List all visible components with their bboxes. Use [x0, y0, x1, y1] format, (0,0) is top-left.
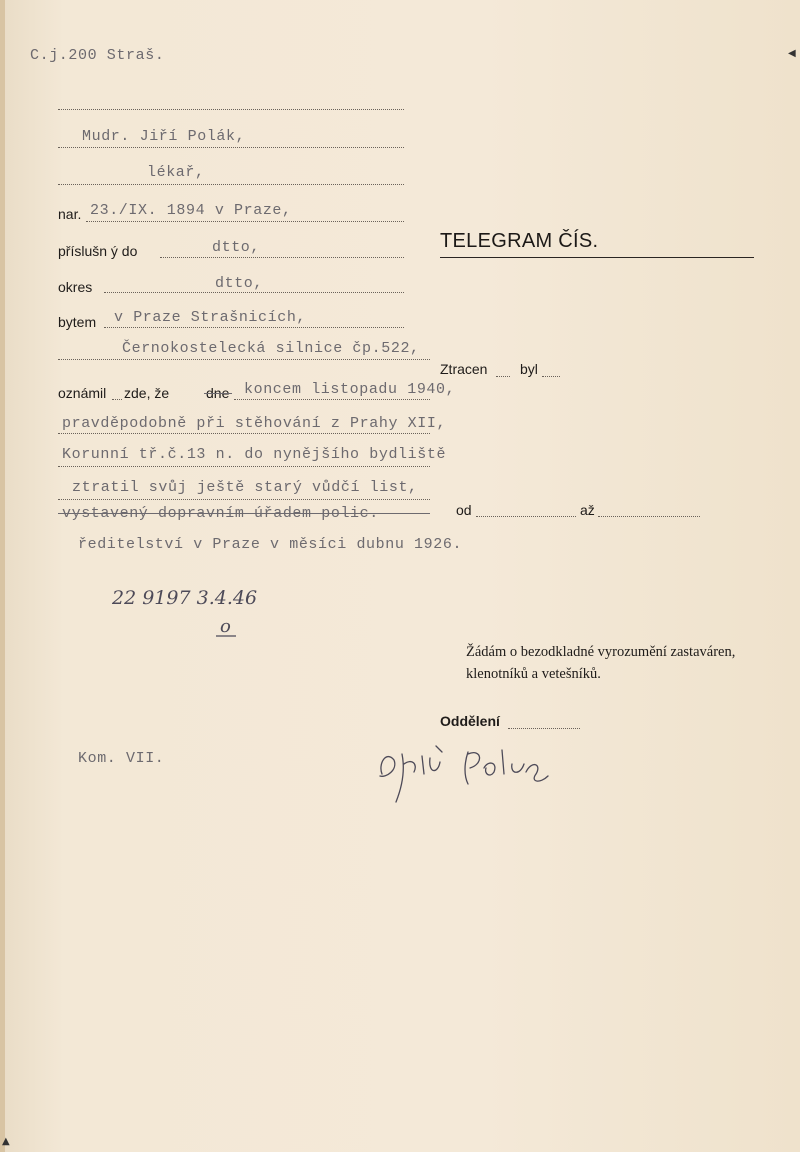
lost-label: Ztracen [440, 361, 488, 377]
report-line-1-rule [234, 399, 430, 400]
handwritten-note: 22 9197 3.4.46 [112, 587, 258, 609]
person-name: Mudr. Jiří Polák, [82, 128, 246, 145]
signature-graphic [372, 734, 572, 808]
report-line-3: Korunní tř.č.13 n. do nynějšího bydliště [62, 446, 447, 463]
domicile-value: dtto, [212, 239, 261, 256]
request-text: Žádám o bezodkladné vyrozumění zastaváren, klenotníků a vetešníků. [466, 644, 736, 682]
handwritten-mark: o [220, 616, 231, 637]
from-line [476, 516, 576, 517]
was-label: byl [520, 361, 538, 377]
corner-tab-icon: ▲ [2, 1136, 10, 1147]
profession-line [58, 184, 404, 185]
domicile-label: příslušn ý do [58, 243, 138, 259]
residence-label: bytem [58, 314, 97, 330]
to-line [598, 516, 700, 517]
district-line [104, 292, 404, 293]
district-label: okres [58, 279, 93, 295]
strike-through-line [204, 393, 232, 394]
birth-line [86, 221, 404, 222]
department-label: Oddělení [440, 713, 500, 729]
handwritten-note-graphic [108, 580, 258, 640]
residence-line-2 [58, 359, 430, 360]
residence-value-1: v Praze Strašnicích, [114, 309, 307, 326]
reported-text: zde, že [124, 385, 170, 401]
reported-label: oznámil [58, 385, 107, 401]
name-line [58, 147, 404, 148]
report-line-5: vystavený dopravním úřadem polic. [62, 505, 379, 522]
signature-text: Dr Jiří Polák [372, 734, 378, 735]
from-label: od [456, 502, 472, 518]
department-line [508, 728, 580, 729]
to-label: až [580, 502, 595, 518]
report-line-2-rule [58, 433, 430, 434]
report-line-3-rule [58, 466, 430, 467]
commissariat-label: Kom. VII. [78, 750, 165, 767]
person-profession: lékař, [147, 164, 205, 181]
corner-arrow-icon: ◀ [788, 48, 796, 59]
page-edge [0, 0, 5, 1152]
birth-value: 23./IX. 1894 v Praze, [90, 202, 292, 219]
report-line-6: ředitelství v Praze v měsíci dubnu 1926. [78, 536, 463, 553]
domicile-line [160, 257, 404, 258]
report-line-2: pravděpodobně při stěhování z Prahy XII, [62, 415, 447, 432]
top-dotted-line [58, 109, 404, 110]
lost-line [496, 376, 510, 377]
report-line-4: ztratil svůj ještě starý vůdčí list, [72, 479, 418, 496]
was-line [542, 376, 560, 377]
telegram-title: TELEGRAM ČÍS. [440, 230, 599, 252]
residence-line-1 [104, 327, 404, 328]
residence-value-2: Černokostelecká silnice čp.522, [122, 340, 420, 357]
birth-label: nar. [58, 206, 82, 222]
report-line-1: koncem listopadu 1940, [244, 381, 456, 398]
struck-word: dne [206, 385, 230, 401]
district-value: dtto, [215, 275, 264, 292]
reference-number: C.j.200 Straš. [30, 47, 165, 64]
reported-line [112, 399, 122, 400]
report-line-4-rule [58, 499, 430, 500]
typed-strike-line [58, 513, 430, 514]
telegram-underline [440, 257, 754, 258]
